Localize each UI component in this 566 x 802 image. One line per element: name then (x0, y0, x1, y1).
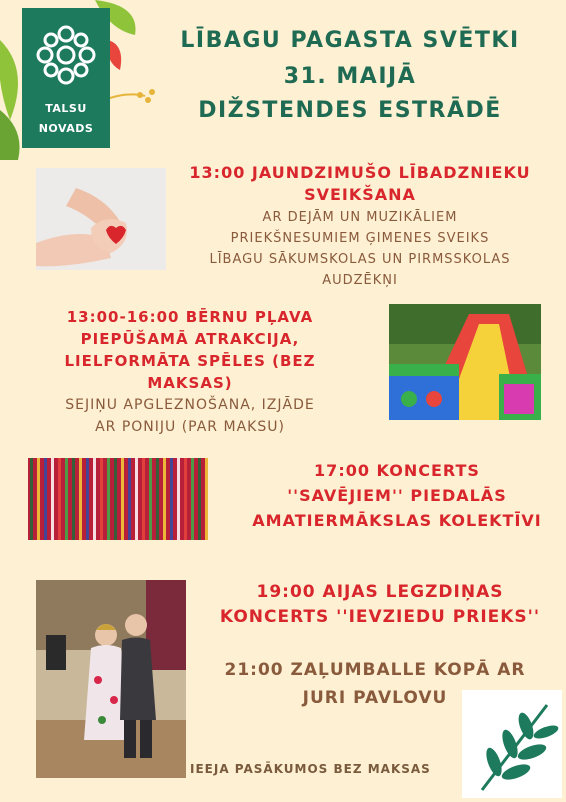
photo-hands-heart (36, 168, 166, 270)
event-5-heading-line-2: JURI PAVLOVU (302, 688, 448, 708)
leaf-badge (462, 690, 562, 798)
photo-inflatable-slide (389, 304, 541, 420)
talsu-novads-logo (22, 8, 110, 148)
title-line-1: LĪBAGU PAGASTA SVĒTKI (180, 28, 520, 53)
event-3-heading-line-3: AMATIERMĀKSLAS KOLEKTĪVI (252, 511, 542, 530)
event-4-heading-line-1: 19:00 AIJAS LEGZDIŅAS (256, 582, 504, 602)
event-1-detail-line-1: AR DEJĀM UN MUZIKĀLIEM (262, 210, 458, 225)
photo-performers (36, 580, 186, 778)
leaf-branch-icon (462, 690, 562, 798)
event-2-heading-line-1: 13:00-16:00 BĒRNU PĻAVA (66, 308, 314, 326)
event-2-heading-line-2: PIEPŪŠAMĀ ATRAKCIJA, (80, 330, 300, 348)
event-2-heading-line-3: LIELFORMĀTA SPĒLES (BEZ (64, 352, 316, 370)
footer-free-entry: IEEJA PASĀKUMOS BEZ MAKSAS (190, 762, 431, 776)
photo-woven-textile (28, 458, 208, 540)
event-2-detail-line-1: SEJIŅU APGLEZNOŠANA, IZJĀDE (65, 397, 315, 413)
title-line-2: 31. MAIJĀ (283, 64, 417, 89)
event-1-detail-line-4: AUDZĒKŅI (322, 273, 398, 288)
logo-line-2: NOVADS (38, 122, 94, 135)
logo-ornament-icon (31, 20, 101, 90)
event-1-detail-line-2: PRIEKŠNESUMIEM ĢIMENES SVEIKS (230, 231, 490, 246)
event-3-heading-line-2: ''SAVĒJIEM'' PIEDALĀS (287, 486, 507, 505)
event-5-heading-line-1: 21:00 ZAĻUMBALLE KOPĀ AR (224, 660, 526, 680)
event-1-heading-line-1: 13:00 JAUNDZIMUŠO LĪBADZNIEKU (189, 163, 531, 182)
event-3-heading-line-1: 17:00 KONCERTS (314, 461, 480, 480)
logo-line-1: TALSU (45, 102, 87, 115)
event-1-heading-line-2: SVEIKŠANA (304, 185, 416, 204)
event-2-heading-line-4: MAKSAS) (147, 374, 233, 392)
event-2-detail-line-2: AR PONIJU (PAR MAKSU) (95, 419, 285, 435)
title-line-3: DIŽSTENDES ESTRĀDĒ (198, 98, 502, 123)
event-4-heading-line-2: KONCERTS ''IEVZIEDU PRIEKS'' (219, 607, 541, 627)
event-1-detail-line-3: LĪBAGU SĀKUMSKOLAS UN PIRMSSKOLAS (209, 252, 511, 267)
